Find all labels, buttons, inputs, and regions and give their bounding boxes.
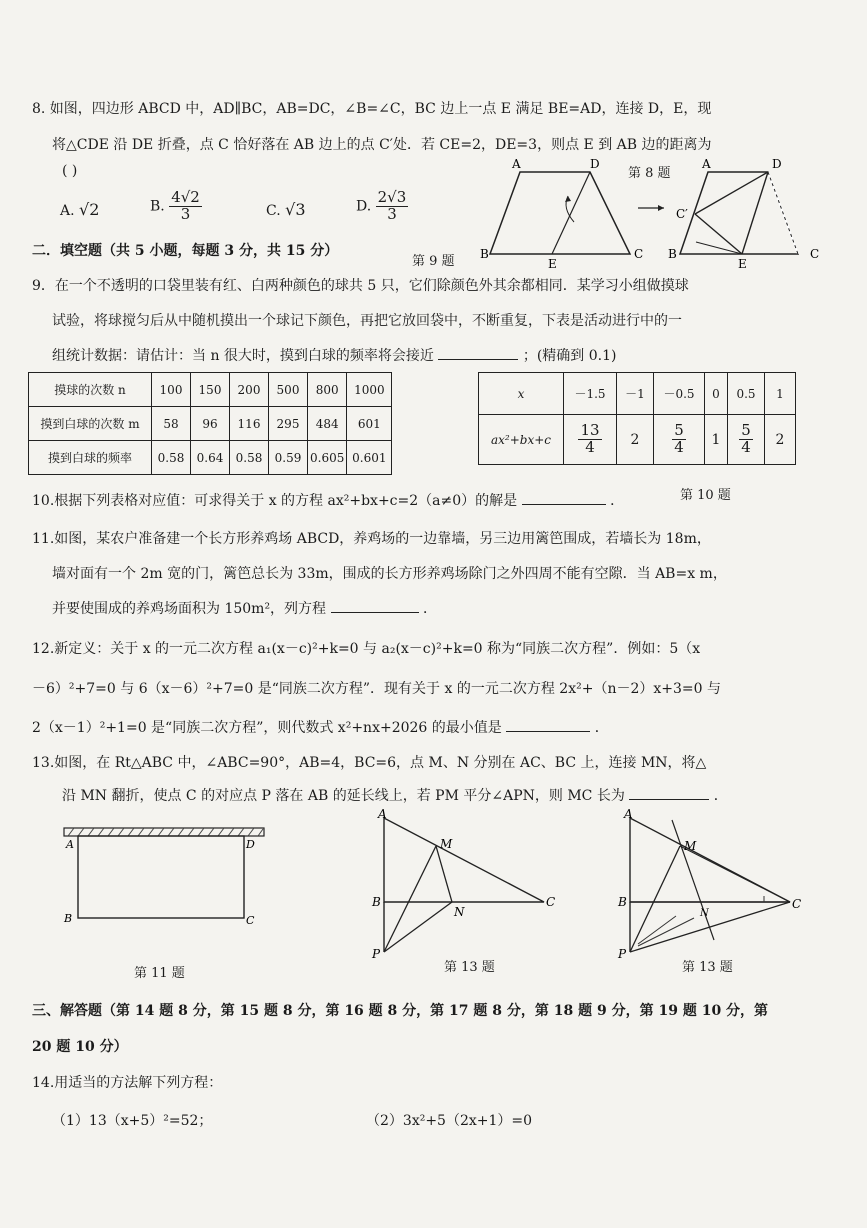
label-n: N: [454, 905, 465, 919]
table-cell: 1: [765, 373, 796, 415]
q13-line2-text: 沿 MN 翻折，使点 C 的对应点 P 落在 AB 的延长线上，若 PM 平分∠APN，则 MC 长为: [62, 788, 625, 804]
label-d: D: [772, 157, 782, 171]
q13-end: ．: [713, 788, 728, 804]
label-p: P: [372, 947, 381, 961]
figure-11-caption: 第 11 题: [134, 966, 185, 981]
label-b: B: [372, 895, 381, 909]
trapezoid-abcd: [490, 172, 630, 254]
option-value: √3: [285, 200, 306, 219]
q8-option-c: [266, 200, 306, 219]
q11-line3-text: 并要使围成的养鸡场面积为 150m²，列方程: [52, 601, 327, 617]
fraction-denominator: 4: [585, 438, 595, 456]
table-cell: 800: [308, 373, 347, 407]
cell-fraction: [739, 423, 753, 456]
fold-arrowhead: [565, 196, 571, 202]
fraction-denominator: 4: [741, 438, 751, 456]
fraction-numerator: 5: [674, 421, 684, 440]
table-row: [29, 373, 392, 407]
label-a: A: [66, 838, 74, 851]
q9-line3-text: 组统计数据：请估计：当 n 很大时，摸到白球的频率将会接近: [52, 348, 434, 364]
q10-line: [32, 490, 624, 510]
label-c-prime: C′: [676, 207, 688, 221]
table-cell: 295: [269, 407, 308, 441]
q9-line3-end: ；(精确到 0.1): [522, 348, 617, 364]
table-cell: －1: [617, 373, 654, 415]
option-fraction: [169, 190, 202, 223]
label-d: D: [590, 157, 600, 171]
q12-line3: [32, 717, 609, 737]
q9-answer-blank[interactable]: [438, 359, 518, 360]
table-cell: 100: [152, 373, 191, 407]
table-row: [479, 415, 796, 465]
q12-end: ．: [594, 720, 609, 736]
fraction-numerator: 2√3: [377, 188, 407, 206]
table-cell: 摸球的次数 n: [29, 373, 152, 407]
segment-pm: [384, 846, 436, 952]
fraction-numerator: 13: [580, 421, 600, 440]
figure-13-caption: 第 13 题: [444, 960, 495, 975]
q13-answer-blank[interactable]: [629, 799, 709, 800]
rectangle-abcd: [78, 836, 244, 918]
q12-line3-text: 2（x－1）²+1=0 是“同族二次方程”，则代数式 x²+nx+2026 的最小值是: [32, 720, 502, 736]
transition-arrowhead: [658, 205, 664, 211]
table-10: [478, 372, 796, 465]
label-b: B: [668, 247, 677, 261]
table-cell: x: [479, 373, 564, 415]
label-e: E: [548, 257, 557, 270]
figure-10-caption: 第 10 题: [680, 488, 731, 503]
table-9: [28, 372, 392, 475]
label-a: A: [378, 807, 387, 821]
table-cell: 0.58: [152, 441, 191, 475]
section-2-title: 二．填空题（共 5 小题，每题 3 分，共 15 分）: [32, 243, 339, 259]
section-3-line2: 20 题 10 分）: [32, 1039, 128, 1055]
section-3-line1: 三、解答题（第 14 题 8 分，第 15 题 8 分，第 16 题 8 分，第 17 题 8 分，第 18 题 9 分，第 19 题 10 分，第: [32, 1003, 769, 1019]
table-cell: －0.5: [654, 373, 705, 415]
q10-text: 10.根据下列表格对应值：可求得关于 x 的方程 ax²+bx+c=2（a≠0）的解是: [32, 493, 518, 509]
wall: [64, 828, 264, 836]
q14-part1: （1）13（x+5）²=52；: [52, 1113, 213, 1129]
table-cell: 96: [191, 407, 230, 441]
q12-line1: 12.新定义：关于 x 的一元二次方程 a₁(x－c)²+k=0 与 a₂(x－c)²+k=0 称为“同族二次方程”．例如：5（x: [32, 641, 701, 657]
figure-13b-caption: 第 13 题: [682, 960, 733, 975]
table-cell: 500: [269, 373, 308, 407]
annotation-stroke: [638, 918, 694, 946]
option-letter: A.: [60, 203, 75, 219]
label-b: B: [618, 895, 627, 909]
table-cell: 1: [705, 415, 728, 465]
q8-line2: 将△CDE 沿 DE 折叠，点 C 恰好落在 AB 边上的点 C′处．若 CE=2，DE=3，则点 E 到 AB 边的距离为: [52, 137, 712, 153]
triangle-abc: [384, 818, 544, 902]
label-c: C: [634, 247, 644, 261]
q8-option-d: [356, 190, 408, 223]
label-b: B: [480, 247, 489, 261]
dashed-edge-dc: [768, 172, 798, 254]
fraction-denominator: 4: [674, 438, 684, 456]
q14-part2: （2）3x²+5（2x+1）=0: [366, 1113, 533, 1129]
table-row: [479, 373, 796, 415]
table-row: [29, 441, 392, 475]
table-cell: 200: [230, 373, 269, 407]
table-cell: 2: [617, 415, 654, 465]
table-cell: 58: [152, 407, 191, 441]
figure-9-caption: 第 9 题: [412, 254, 455, 269]
q11-line2: 墙对面有一个 2m 宽的门，篱笆总长为 33m，围成的长方形养鸡场除门之外四周不能有空隙．当 AB=x m，: [52, 566, 727, 582]
q9-line3: [52, 345, 616, 365]
table-cell: [564, 415, 617, 465]
label-c: C: [810, 247, 820, 261]
cell-fraction: [578, 423, 601, 456]
q11-end: ．: [422, 601, 437, 617]
q13-line2: [62, 785, 728, 805]
label-m: M: [440, 837, 453, 851]
fraction-numerator: 5: [741, 421, 751, 440]
table-cell: 摸到白球的次数 m: [29, 407, 152, 441]
segment-de: [552, 172, 590, 254]
table-cell: 150: [191, 373, 230, 407]
label-a: A: [702, 157, 711, 171]
table-cell: 0: [705, 373, 728, 415]
segment-pm: [630, 846, 680, 952]
q11-line3: [52, 598, 437, 618]
q11-line1: 11.如图，某农户准备建一个长方形养鸡场 ABCD，养鸡场的一边靠墙，另三边用篱笆围成，若墙长为 18m，: [32, 531, 711, 547]
label-e: E: [738, 257, 747, 270]
fraction-denominator: 3: [180, 204, 191, 223]
q9-line2: 试验，将球搅匀后从中随机摸出一个球记下颜色，再把它放回袋中，不断重复，下表是活动进行中的一: [52, 313, 682, 329]
q9-line1: 9．在一个不透明的口袋里装有红、白两种颜色的球共 5 只，它们除颜色外其余都相同．某学习小组做摸球: [32, 278, 689, 294]
figure-13-annotated: [614, 806, 814, 962]
table-cell: 1000: [347, 373, 392, 407]
wall-hatching: [68, 828, 263, 836]
figure-8-caption: 第 8 题: [628, 166, 671, 181]
table-cell: 484: [308, 407, 347, 441]
option-value: √2: [79, 200, 100, 219]
label-p: P: [618, 947, 627, 961]
q14-title: 14.用适当的方法解下列方程：: [32, 1075, 223, 1091]
table-row: [29, 407, 392, 441]
label-d: D: [246, 838, 255, 851]
q10-answer-blank[interactable]: [522, 504, 606, 505]
table-cell: [654, 415, 705, 465]
q13-line1: 13.如图，在 Rt△ABC 中，∠ABC=90°，AB=4，BC=6，点 M、N 分别在 AC、BC 上，连接 MN，将△: [32, 755, 707, 771]
q8-option-b: [150, 190, 202, 223]
fold-line: [672, 820, 714, 940]
q8-paren: ( ): [62, 163, 78, 179]
fraction-denominator: 3: [387, 204, 397, 223]
option-fraction: [376, 190, 409, 223]
table-cell: 摸到白球的频率: [29, 441, 152, 475]
q11-answer-blank[interactable]: [331, 612, 419, 613]
q12-answer-blank[interactable]: [506, 731, 590, 732]
table-cell: 0.59: [269, 441, 308, 475]
q12-line2: －6）²+7=0 与 6（x－6）²+7=0 是“同族二次方程”．现有关于 x 的一元二次方程 2x²+（n－2）x+3=0 与: [32, 681, 721, 697]
option-letter: C.: [266, 203, 281, 219]
figure-13-triangle: [368, 806, 558, 962]
table-cell: 0.601: [347, 441, 392, 475]
table-cell: －1.5: [564, 373, 617, 415]
table-cell: ax²+bx+c: [479, 415, 564, 465]
label-a: A: [512, 157, 521, 171]
segment-mn: [436, 846, 452, 902]
q8-option-a: [60, 200, 99, 219]
segment-pn: [384, 902, 452, 952]
option-letter: D.: [356, 198, 372, 215]
q10-end: ．: [610, 493, 625, 509]
table-cell: 0.58: [230, 441, 269, 475]
table-cell: [728, 415, 765, 465]
table-cell: 0.5: [728, 373, 765, 415]
label-c: C: [246, 914, 255, 927]
table-cell: 2: [765, 415, 796, 465]
table-cell: 0.64: [191, 441, 230, 475]
option-letter: B.: [150, 198, 165, 215]
label-m: M: [684, 839, 697, 853]
label-c: C: [792, 897, 802, 911]
segment-mc: [680, 846, 790, 902]
fraction-numerator: 4√2: [171, 188, 200, 206]
label-b: B: [64, 912, 73, 925]
label-n: N: [700, 908, 709, 919]
q8-line1: 8. 如图，四边形 ABCD 中，AD∥BC，AB=DC，∠B=∠C，BC 边上一点 E 满足 BE=AD，连接 D，E，现: [32, 101, 712, 117]
label-c: C: [546, 895, 556, 909]
table-cell: 0.605: [308, 441, 347, 475]
figure-11-rectangle: [58, 824, 273, 930]
table-cell: 601: [347, 407, 392, 441]
label-a: A: [624, 807, 633, 821]
table-cell: 116: [230, 407, 269, 441]
cell-fraction: [672, 423, 686, 456]
